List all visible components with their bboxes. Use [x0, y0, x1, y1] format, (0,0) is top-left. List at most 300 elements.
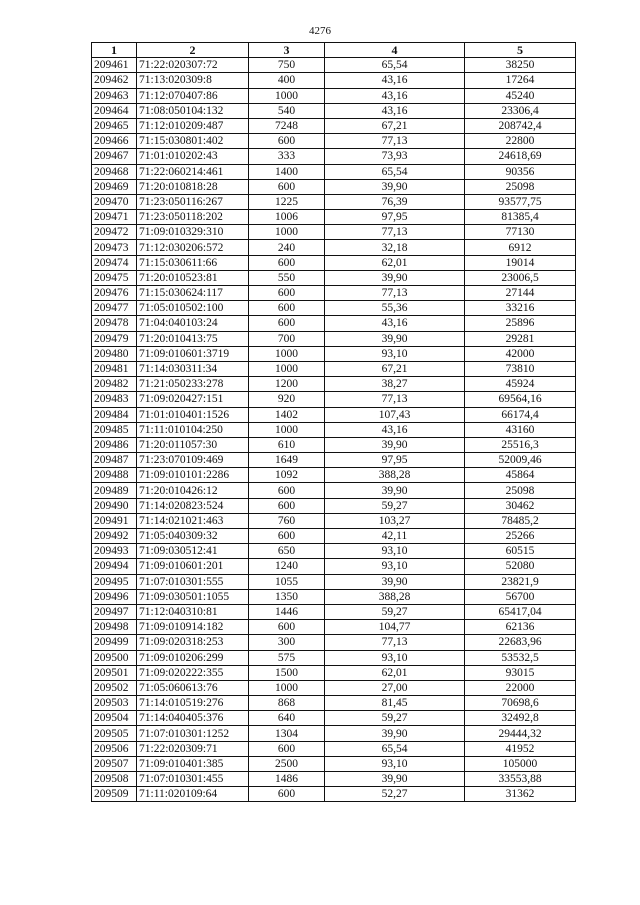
table-cell: 209481 — [92, 361, 137, 376]
table-row — [92, 361, 576, 376]
table-cell: 23006,5 — [465, 270, 576, 285]
table-cell: 209494 — [92, 559, 137, 574]
table-cell: 1000 — [249, 225, 325, 240]
table-cell: 32492,8 — [465, 711, 576, 726]
table-cell: 650 — [249, 544, 325, 559]
table-row — [92, 58, 576, 73]
table-cell: 208742,4 — [465, 118, 576, 133]
table-row — [92, 620, 576, 635]
table-cell: 1055 — [249, 574, 325, 589]
table-cell: 62,01 — [325, 665, 465, 680]
table-cell: 600 — [249, 301, 325, 316]
table-cell: 209498 — [92, 620, 137, 635]
table-cell: 71:20:011057:30 — [137, 437, 249, 452]
table-cell: 59,27 — [325, 604, 465, 619]
table-cell: 209484 — [92, 407, 137, 422]
table-cell: 27,00 — [325, 680, 465, 695]
table-cell: 71:09:010914:182 — [137, 620, 249, 635]
table-cell: 42000 — [465, 346, 576, 361]
table-cell: 1000 — [249, 88, 325, 103]
table-row — [92, 301, 576, 316]
table-cell: 52009,46 — [465, 453, 576, 468]
table-cell: 93,10 — [325, 346, 465, 361]
table-cell: 209475 — [92, 270, 137, 285]
table-cell: 93,10 — [325, 544, 465, 559]
table-row — [92, 194, 576, 209]
table-row — [92, 787, 576, 802]
table-cell: 209509 — [92, 787, 137, 802]
table-cell: 81,45 — [325, 696, 465, 711]
table-cell: 600 — [249, 255, 325, 270]
table-cell: 209504 — [92, 711, 137, 726]
table-row — [92, 407, 576, 422]
table-row — [92, 437, 576, 452]
table-row — [92, 544, 576, 559]
table-cell: 209467 — [92, 149, 137, 164]
table-cell: 209489 — [92, 483, 137, 498]
table-cell: 19014 — [465, 255, 576, 270]
table-header — [92, 43, 576, 58]
table-cell: 209497 — [92, 604, 137, 619]
table-cell: 77,13 — [325, 225, 465, 240]
table-cell: 62,01 — [325, 255, 465, 270]
table-cell: 1092 — [249, 468, 325, 483]
table-row — [92, 134, 576, 149]
header-row — [92, 43, 576, 58]
table-row — [92, 255, 576, 270]
table-cell: 103,27 — [325, 513, 465, 528]
table-cell: 52,27 — [325, 787, 465, 802]
table-cell: 209463 — [92, 88, 137, 103]
table-cell: 1225 — [249, 194, 325, 209]
table-cell: 39,90 — [325, 331, 465, 346]
table-cell: 209461 — [92, 58, 137, 73]
table-row — [92, 680, 576, 695]
table-cell: 333 — [249, 149, 325, 164]
table-row — [92, 270, 576, 285]
table-cell: 33216 — [465, 301, 576, 316]
table-cell: 55,36 — [325, 301, 465, 316]
table-cell: 73810 — [465, 361, 576, 376]
table-cell: 56700 — [465, 589, 576, 604]
table-cell: 71:21:050233:278 — [137, 377, 249, 392]
table-cell: 700 — [249, 331, 325, 346]
table-cell: 104,77 — [325, 620, 465, 635]
table-cell: 77,13 — [325, 392, 465, 407]
table-cell: 30462 — [465, 498, 576, 513]
table-row — [92, 498, 576, 513]
table-cell: 71:23:050116:267 — [137, 194, 249, 209]
table-row — [92, 392, 576, 407]
table-row — [92, 316, 576, 331]
table-cell: 6912 — [465, 240, 576, 255]
table-cell: 76,39 — [325, 194, 465, 209]
table-cell: 60515 — [465, 544, 576, 559]
table-cell: 71:09:010101:2286 — [137, 468, 249, 483]
table-row — [92, 756, 576, 771]
table-cell: 93,10 — [325, 559, 465, 574]
table-cell: 33553,88 — [465, 772, 576, 787]
table-row — [92, 483, 576, 498]
table-cell: 23306,4 — [465, 103, 576, 118]
table-cell: 2500 — [249, 756, 325, 771]
table-cell: 39,90 — [325, 726, 465, 741]
table-cell: 25896 — [465, 316, 576, 331]
table-cell: 1402 — [249, 407, 325, 422]
table-cell: 71:20:010523:81 — [137, 270, 249, 285]
table-cell: 71:11:020109:64 — [137, 787, 249, 802]
table-cell: 31362 — [465, 787, 576, 802]
table-cell: 71:09:020427:151 — [137, 392, 249, 407]
table-cell: 22683,96 — [465, 635, 576, 650]
table-cell: 53532,5 — [465, 650, 576, 665]
table-cell: 71:01:010202:43 — [137, 149, 249, 164]
table-cell: 39,90 — [325, 270, 465, 285]
table-cell: 760 — [249, 513, 325, 528]
table-cell: 43,16 — [325, 103, 465, 118]
table-cell: 77130 — [465, 225, 576, 240]
table-cell: 25098 — [465, 179, 576, 194]
table-cell: 550 — [249, 270, 325, 285]
table-cell: 209488 — [92, 468, 137, 483]
table-cell: 1649 — [249, 453, 325, 468]
table-cell: 97,95 — [325, 453, 465, 468]
table-cell: 209480 — [92, 346, 137, 361]
table-row — [92, 73, 576, 88]
table-cell: 640 — [249, 711, 325, 726]
table-cell: 71:08:050104:132 — [137, 103, 249, 118]
table-row — [92, 604, 576, 619]
table-cell: 209462 — [92, 73, 137, 88]
table-cell: 71:14:040405:376 — [137, 711, 249, 726]
table-row — [92, 650, 576, 665]
column-header-1: 1 — [92, 43, 137, 58]
table-row — [92, 179, 576, 194]
table-cell: 71:05:040309:32 — [137, 529, 249, 544]
table-cell: 1200 — [249, 377, 325, 392]
table-cell: 71:05:010502:100 — [137, 301, 249, 316]
table-cell: 38,27 — [325, 377, 465, 392]
table-cell: 71:07:010301:1252 — [137, 726, 249, 741]
table-cell: 209472 — [92, 225, 137, 240]
table-cell: 540 — [249, 103, 325, 118]
table-cell: 209500 — [92, 650, 137, 665]
table-cell: 71:09:010329:310 — [137, 225, 249, 240]
table-cell: 43,16 — [325, 422, 465, 437]
table-cell: 209466 — [92, 134, 137, 149]
table-cell: 209485 — [92, 422, 137, 437]
table-cell: 300 — [249, 635, 325, 650]
table-cell: 600 — [249, 286, 325, 301]
table-cell: 71:05:060613:76 — [137, 680, 249, 695]
table-cell: 1304 — [249, 726, 325, 741]
table-cell: 71:04:040103:24 — [137, 316, 249, 331]
table-cell: 1446 — [249, 604, 325, 619]
table-cell: 67,21 — [325, 118, 465, 133]
table-cell: 25266 — [465, 529, 576, 544]
table-cell: 1000 — [249, 361, 325, 376]
table-cell: 400 — [249, 73, 325, 88]
table-cell: 71:12:070407:86 — [137, 88, 249, 103]
table-cell: 93577,75 — [465, 194, 576, 209]
table-row — [92, 286, 576, 301]
table-row — [92, 696, 576, 711]
table-cell: 209491 — [92, 513, 137, 528]
table-cell: 71:22:020309:71 — [137, 741, 249, 756]
table-cell: 93,10 — [325, 756, 465, 771]
table-cell: 209496 — [92, 589, 137, 604]
table-cell: 71:15:030624:117 — [137, 286, 249, 301]
table-row — [92, 529, 576, 544]
table-cell: 600 — [249, 179, 325, 194]
table-cell: 59,27 — [325, 711, 465, 726]
table-cell: 71:20:010426:12 — [137, 483, 249, 498]
table-cell: 22000 — [465, 680, 576, 695]
table-cell: 209465 — [92, 118, 137, 133]
table-row — [92, 225, 576, 240]
table-cell: 71:09:020222:355 — [137, 665, 249, 680]
table-cell: 209471 — [92, 210, 137, 225]
table-cell: 209468 — [92, 164, 137, 179]
table-cell: 209483 — [92, 392, 137, 407]
table-cell: 610 — [249, 437, 325, 452]
table-cell: 1000 — [249, 422, 325, 437]
table-cell: 209508 — [92, 772, 137, 787]
table-row — [92, 240, 576, 255]
table-cell: 45924 — [465, 377, 576, 392]
table-cell: 1500 — [249, 665, 325, 680]
table-cell: 1350 — [249, 589, 325, 604]
table-cell: 209506 — [92, 741, 137, 756]
table-cell: 41952 — [465, 741, 576, 756]
table-cell: 209476 — [92, 286, 137, 301]
table-cell: 71:09:010206:299 — [137, 650, 249, 665]
table-cell: 77,13 — [325, 635, 465, 650]
table-cell: 105000 — [465, 756, 576, 771]
table-cell: 25516,3 — [465, 437, 576, 452]
table-cell: 868 — [249, 696, 325, 711]
table-cell: 22800 — [465, 134, 576, 149]
table-cell: 600 — [249, 498, 325, 513]
table-cell: 209478 — [92, 316, 137, 331]
table-row — [92, 88, 576, 103]
table-cell: 71:12:010209:487 — [137, 118, 249, 133]
table-cell: 209492 — [92, 529, 137, 544]
table-cell: 97,95 — [325, 210, 465, 225]
column-header-5: 5 — [465, 43, 576, 58]
table-cell: 71:22:020307:72 — [137, 58, 249, 73]
table-cell: 25098 — [465, 483, 576, 498]
table-cell: 17264 — [465, 73, 576, 88]
table-row — [92, 346, 576, 361]
table-row — [92, 513, 576, 528]
table-cell: 240 — [249, 240, 325, 255]
table-cell: 71:09:030512:41 — [137, 544, 249, 559]
table-cell: 600 — [249, 316, 325, 331]
table-cell: 93,10 — [325, 650, 465, 665]
table-cell: 920 — [249, 392, 325, 407]
table-cell: 1400 — [249, 164, 325, 179]
table-cell: 29281 — [465, 331, 576, 346]
table-cell: 67,21 — [325, 361, 465, 376]
table-cell: 71:09:010601:201 — [137, 559, 249, 574]
table-cell: 600 — [249, 741, 325, 756]
table-cell: 71:07:010301:555 — [137, 574, 249, 589]
table-cell: 32,18 — [325, 240, 465, 255]
table-cell: 600 — [249, 620, 325, 635]
table-row — [92, 453, 576, 468]
table-row — [92, 589, 576, 604]
table-cell: 388,28 — [325, 468, 465, 483]
table-row — [92, 741, 576, 756]
table-cell: 209495 — [92, 574, 137, 589]
table-cell: 66174,4 — [465, 407, 576, 422]
table-cell: 77,13 — [325, 134, 465, 149]
table-cell: 209503 — [92, 696, 137, 711]
table-cell: 1240 — [249, 559, 325, 574]
table-cell: 71:11:010104:250 — [137, 422, 249, 437]
table-row — [92, 772, 576, 787]
table-cell: 209490 — [92, 498, 137, 513]
table-cell: 45864 — [465, 468, 576, 483]
table-cell: 29444,32 — [465, 726, 576, 741]
table-cell: 71:14:010519:276 — [137, 696, 249, 711]
table-cell: 209477 — [92, 301, 137, 316]
table-cell: 209499 — [92, 635, 137, 650]
table-cell: 71:12:030206:572 — [137, 240, 249, 255]
table-cell: 39,90 — [325, 574, 465, 589]
table-cell: 93015 — [465, 665, 576, 680]
table-cell: 39,90 — [325, 772, 465, 787]
table-cell: 39,90 — [325, 437, 465, 452]
table-cell: 71:09:030501:1055 — [137, 589, 249, 604]
table-cell: 71:01:010401:1526 — [137, 407, 249, 422]
table-cell: 78485,2 — [465, 513, 576, 528]
table-cell: 59,27 — [325, 498, 465, 513]
table-cell: 71:20:010413:75 — [137, 331, 249, 346]
table-cell: 600 — [249, 483, 325, 498]
table-cell: 43,16 — [325, 316, 465, 331]
table-cell: 600 — [249, 134, 325, 149]
table-cell: 209487 — [92, 453, 137, 468]
table-cell: 27144 — [465, 286, 576, 301]
table-cell: 71:20:010818:28 — [137, 179, 249, 194]
table-cell: 70698,6 — [465, 696, 576, 711]
table-cell: 71:12:040310:81 — [137, 604, 249, 619]
table-cell: 209473 — [92, 240, 137, 255]
table-row — [92, 726, 576, 741]
column-header-3: 3 — [249, 43, 325, 58]
table-cell: 209505 — [92, 726, 137, 741]
table-row — [92, 103, 576, 118]
table-cell: 73,93 — [325, 149, 465, 164]
table-row — [92, 331, 576, 346]
table-body — [92, 58, 576, 802]
table-cell: 107,43 — [325, 407, 465, 422]
table-cell: 39,90 — [325, 483, 465, 498]
table-cell: 43160 — [465, 422, 576, 437]
table-cell: 71:22:060214:461 — [137, 164, 249, 179]
table-cell: 43,16 — [325, 88, 465, 103]
table-row — [92, 665, 576, 680]
table-cell: 23821,9 — [465, 574, 576, 589]
table-cell: 65,54 — [325, 164, 465, 179]
table-cell: 65,54 — [325, 741, 465, 756]
table-cell: 71:14:021021:463 — [137, 513, 249, 528]
table-cell: 71:15:030801:402 — [137, 134, 249, 149]
column-header-4: 4 — [325, 43, 465, 58]
table-cell: 38250 — [465, 58, 576, 73]
table-cell: 62136 — [465, 620, 576, 635]
table-row — [92, 559, 576, 574]
table-cell: 71:07:010301:455 — [137, 772, 249, 787]
table-row — [92, 635, 576, 650]
table-cell: 209469 — [92, 179, 137, 194]
table-row — [92, 149, 576, 164]
table-cell: 90356 — [465, 164, 576, 179]
table-cell: 71:09:010401:385 — [137, 756, 249, 771]
table-cell: 209493 — [92, 544, 137, 559]
table-row — [92, 574, 576, 589]
table-cell: 71:14:020823:524 — [137, 498, 249, 513]
table-row — [92, 711, 576, 726]
table-cell: 71:15:030611:66 — [137, 255, 249, 270]
table-cell: 600 — [249, 787, 325, 802]
table-cell: 388,28 — [325, 589, 465, 604]
table-cell: 81385,4 — [465, 210, 576, 225]
table-cell: 39,90 — [325, 179, 465, 194]
table-cell: 52080 — [465, 559, 576, 574]
table-cell: 209486 — [92, 437, 137, 452]
table-cell: 65,54 — [325, 58, 465, 73]
table-cell: 209474 — [92, 255, 137, 270]
column-header-2: 2 — [137, 43, 249, 58]
table-cell: 209502 — [92, 680, 137, 695]
table-row — [92, 422, 576, 437]
table-cell: 71:13:020309:8 — [137, 73, 249, 88]
table-row — [92, 377, 576, 392]
table-cell: 1006 — [249, 210, 325, 225]
table-cell: 77,13 — [325, 286, 465, 301]
table-row — [92, 164, 576, 179]
table-cell: 209507 — [92, 756, 137, 771]
table-cell: 575 — [249, 650, 325, 665]
data-table — [91, 42, 576, 802]
table-cell: 69564,16 — [465, 392, 576, 407]
table-cell: 71:09:020318:253 — [137, 635, 249, 650]
page-number: 4276 — [309, 25, 331, 37]
table-cell: 209501 — [92, 665, 137, 680]
table-cell: 71:14:030311:34 — [137, 361, 249, 376]
table-cell: 7248 — [249, 118, 325, 133]
table-cell: 65417,04 — [465, 604, 576, 619]
table-row — [92, 118, 576, 133]
table-cell: 750 — [249, 58, 325, 73]
table-cell: 1000 — [249, 680, 325, 695]
table-cell: 71:23:050118:202 — [137, 210, 249, 225]
table-cell: 209482 — [92, 377, 137, 392]
table-cell: 1000 — [249, 346, 325, 361]
table-cell: 71:23:070109:469 — [137, 453, 249, 468]
table-cell: 209464 — [92, 103, 137, 118]
table-cell: 1486 — [249, 772, 325, 787]
table-cell: 42,11 — [325, 529, 465, 544]
table-cell: 209479 — [92, 331, 137, 346]
table-row — [92, 210, 576, 225]
table-cell: 209470 — [92, 194, 137, 209]
table-row — [92, 468, 576, 483]
table-cell: 71:09:010601:3719 — [137, 346, 249, 361]
